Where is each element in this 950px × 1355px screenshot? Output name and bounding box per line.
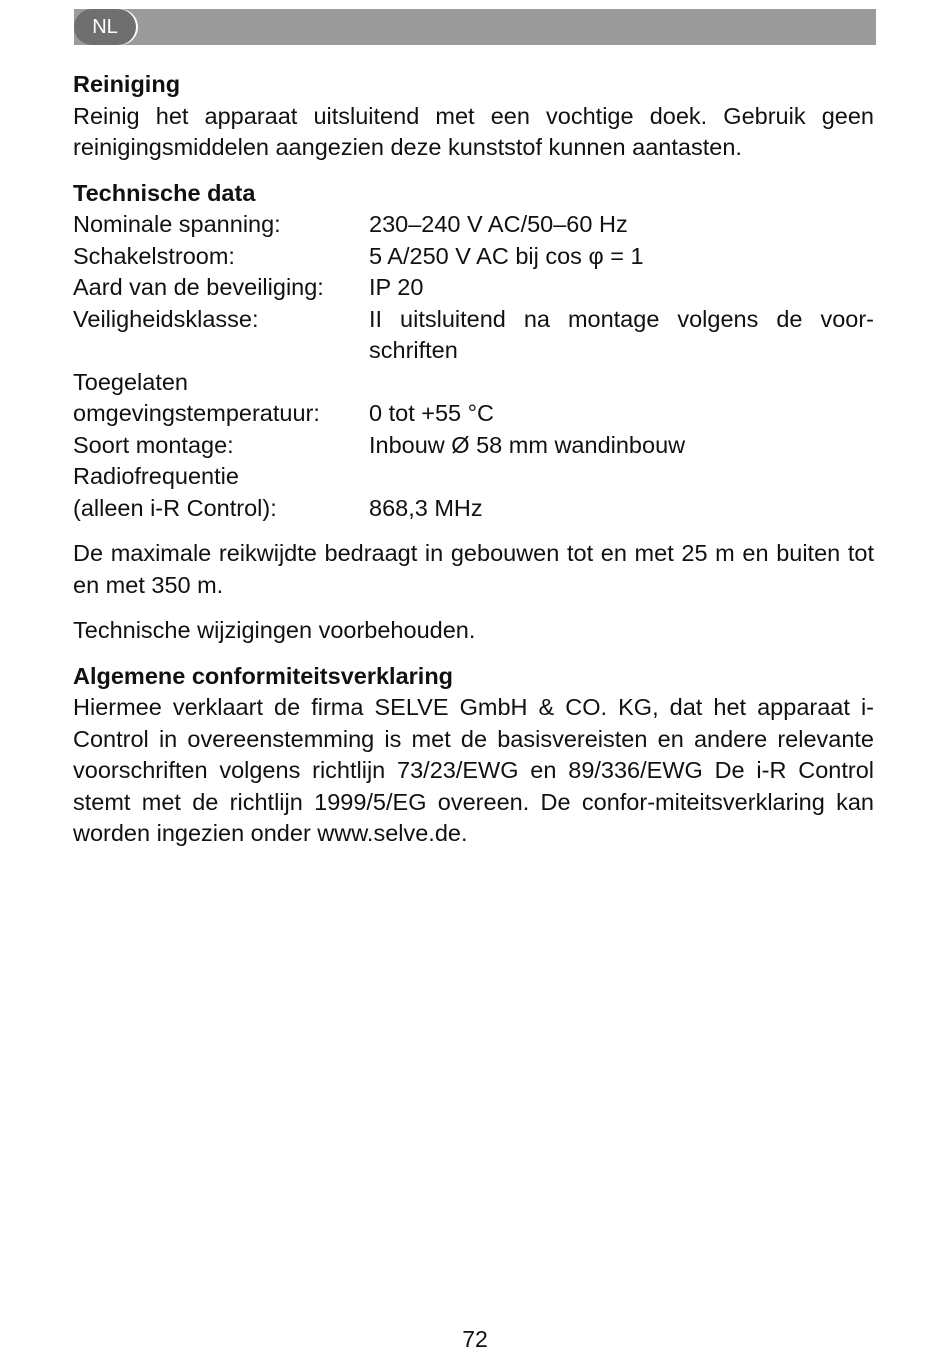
technical-data-section bbox=[73, 178, 874, 525]
page-number: 72 bbox=[462, 1326, 488, 1352]
spec-value: 5 A/250 V AC bij cos φ = 1 bbox=[369, 242, 644, 269]
spec-value: 868,3 MHz bbox=[369, 494, 483, 521]
spec-row bbox=[73, 304, 874, 367]
spec-value bbox=[369, 461, 874, 493]
spec-row bbox=[73, 430, 874, 462]
spec-row bbox=[73, 209, 874, 241]
spec-label: (alleen i-R Control): bbox=[73, 494, 277, 521]
spec-row bbox=[73, 241, 874, 273]
spec-value: 0 tot +55 °C bbox=[369, 400, 495, 426]
spec-label: Radiofrequentie bbox=[73, 463, 239, 489]
spec-label: Veiligheidsklasse: bbox=[73, 305, 259, 332]
spec-value: 230–240 V AC/50–60 Hz bbox=[369, 211, 628, 237]
spec-value: IP 20 bbox=[369, 274, 424, 300]
spec-table bbox=[73, 209, 874, 524]
spec-label: Schakelstroom: bbox=[73, 242, 235, 269]
spec-row bbox=[73, 398, 874, 430]
spec-row bbox=[73, 461, 874, 493]
conformity-heading: Algemene conformiteitsverklaring bbox=[73, 662, 454, 689]
header-bar bbox=[74, 9, 876, 45]
spec-label: Aard van de beveiliging: bbox=[73, 274, 324, 300]
spec-value bbox=[369, 367, 874, 399]
spec-value: II uitsluitend na montage volgens de voor-schriften bbox=[369, 305, 874, 363]
page-content bbox=[73, 69, 874, 850]
spec-label: Soort montage: bbox=[73, 431, 234, 458]
spec-label: Toegelaten bbox=[73, 368, 188, 395]
spec-row bbox=[73, 272, 874, 304]
technical-data-heading: Technische data bbox=[73, 179, 256, 206]
spec-label: omgevingstemperatuur: bbox=[73, 400, 320, 426]
range-text: De maximale reikwijdte bedraagt in gebouwen tot en met 25 m en buiten tot en met 350 m. bbox=[73, 540, 874, 598]
conformity-section bbox=[73, 661, 874, 850]
cleaning-heading: Reiniging bbox=[73, 71, 181, 97]
language-tab: NL bbox=[74, 9, 136, 45]
changes-text: Technische wijzigingen voorbehouden. bbox=[73, 617, 476, 643]
cleaning-text: Reinig het apparaat uitsluitend met een vochtige doek. Gebruik geen reinigingsmiddelen aangezien deze kunststof kunnen aantasten. bbox=[73, 102, 874, 160]
spec-row bbox=[73, 493, 874, 525]
spec-label: Nominale spanning: bbox=[73, 211, 281, 237]
spec-row bbox=[73, 367, 874, 399]
conformity-text: Hiermee verklaart de firma SELVE GmbH & CO. KG, dat het apparaat i-Control in overeenstemming is met de basisvereisten en andere relevante voorschriften volgens richtlijn 73/23/EWG en 89/336/EWG De i-R Control stemt met de richtlijn 1999/5/EG overeen. De confor-miteitsverklaring kan worden ingezien onder www.selve.de. bbox=[73, 694, 874, 846]
spec-value: Inbouw Ø 58 mm wandinbouw bbox=[369, 431, 686, 458]
cleaning-section bbox=[73, 69, 874, 164]
